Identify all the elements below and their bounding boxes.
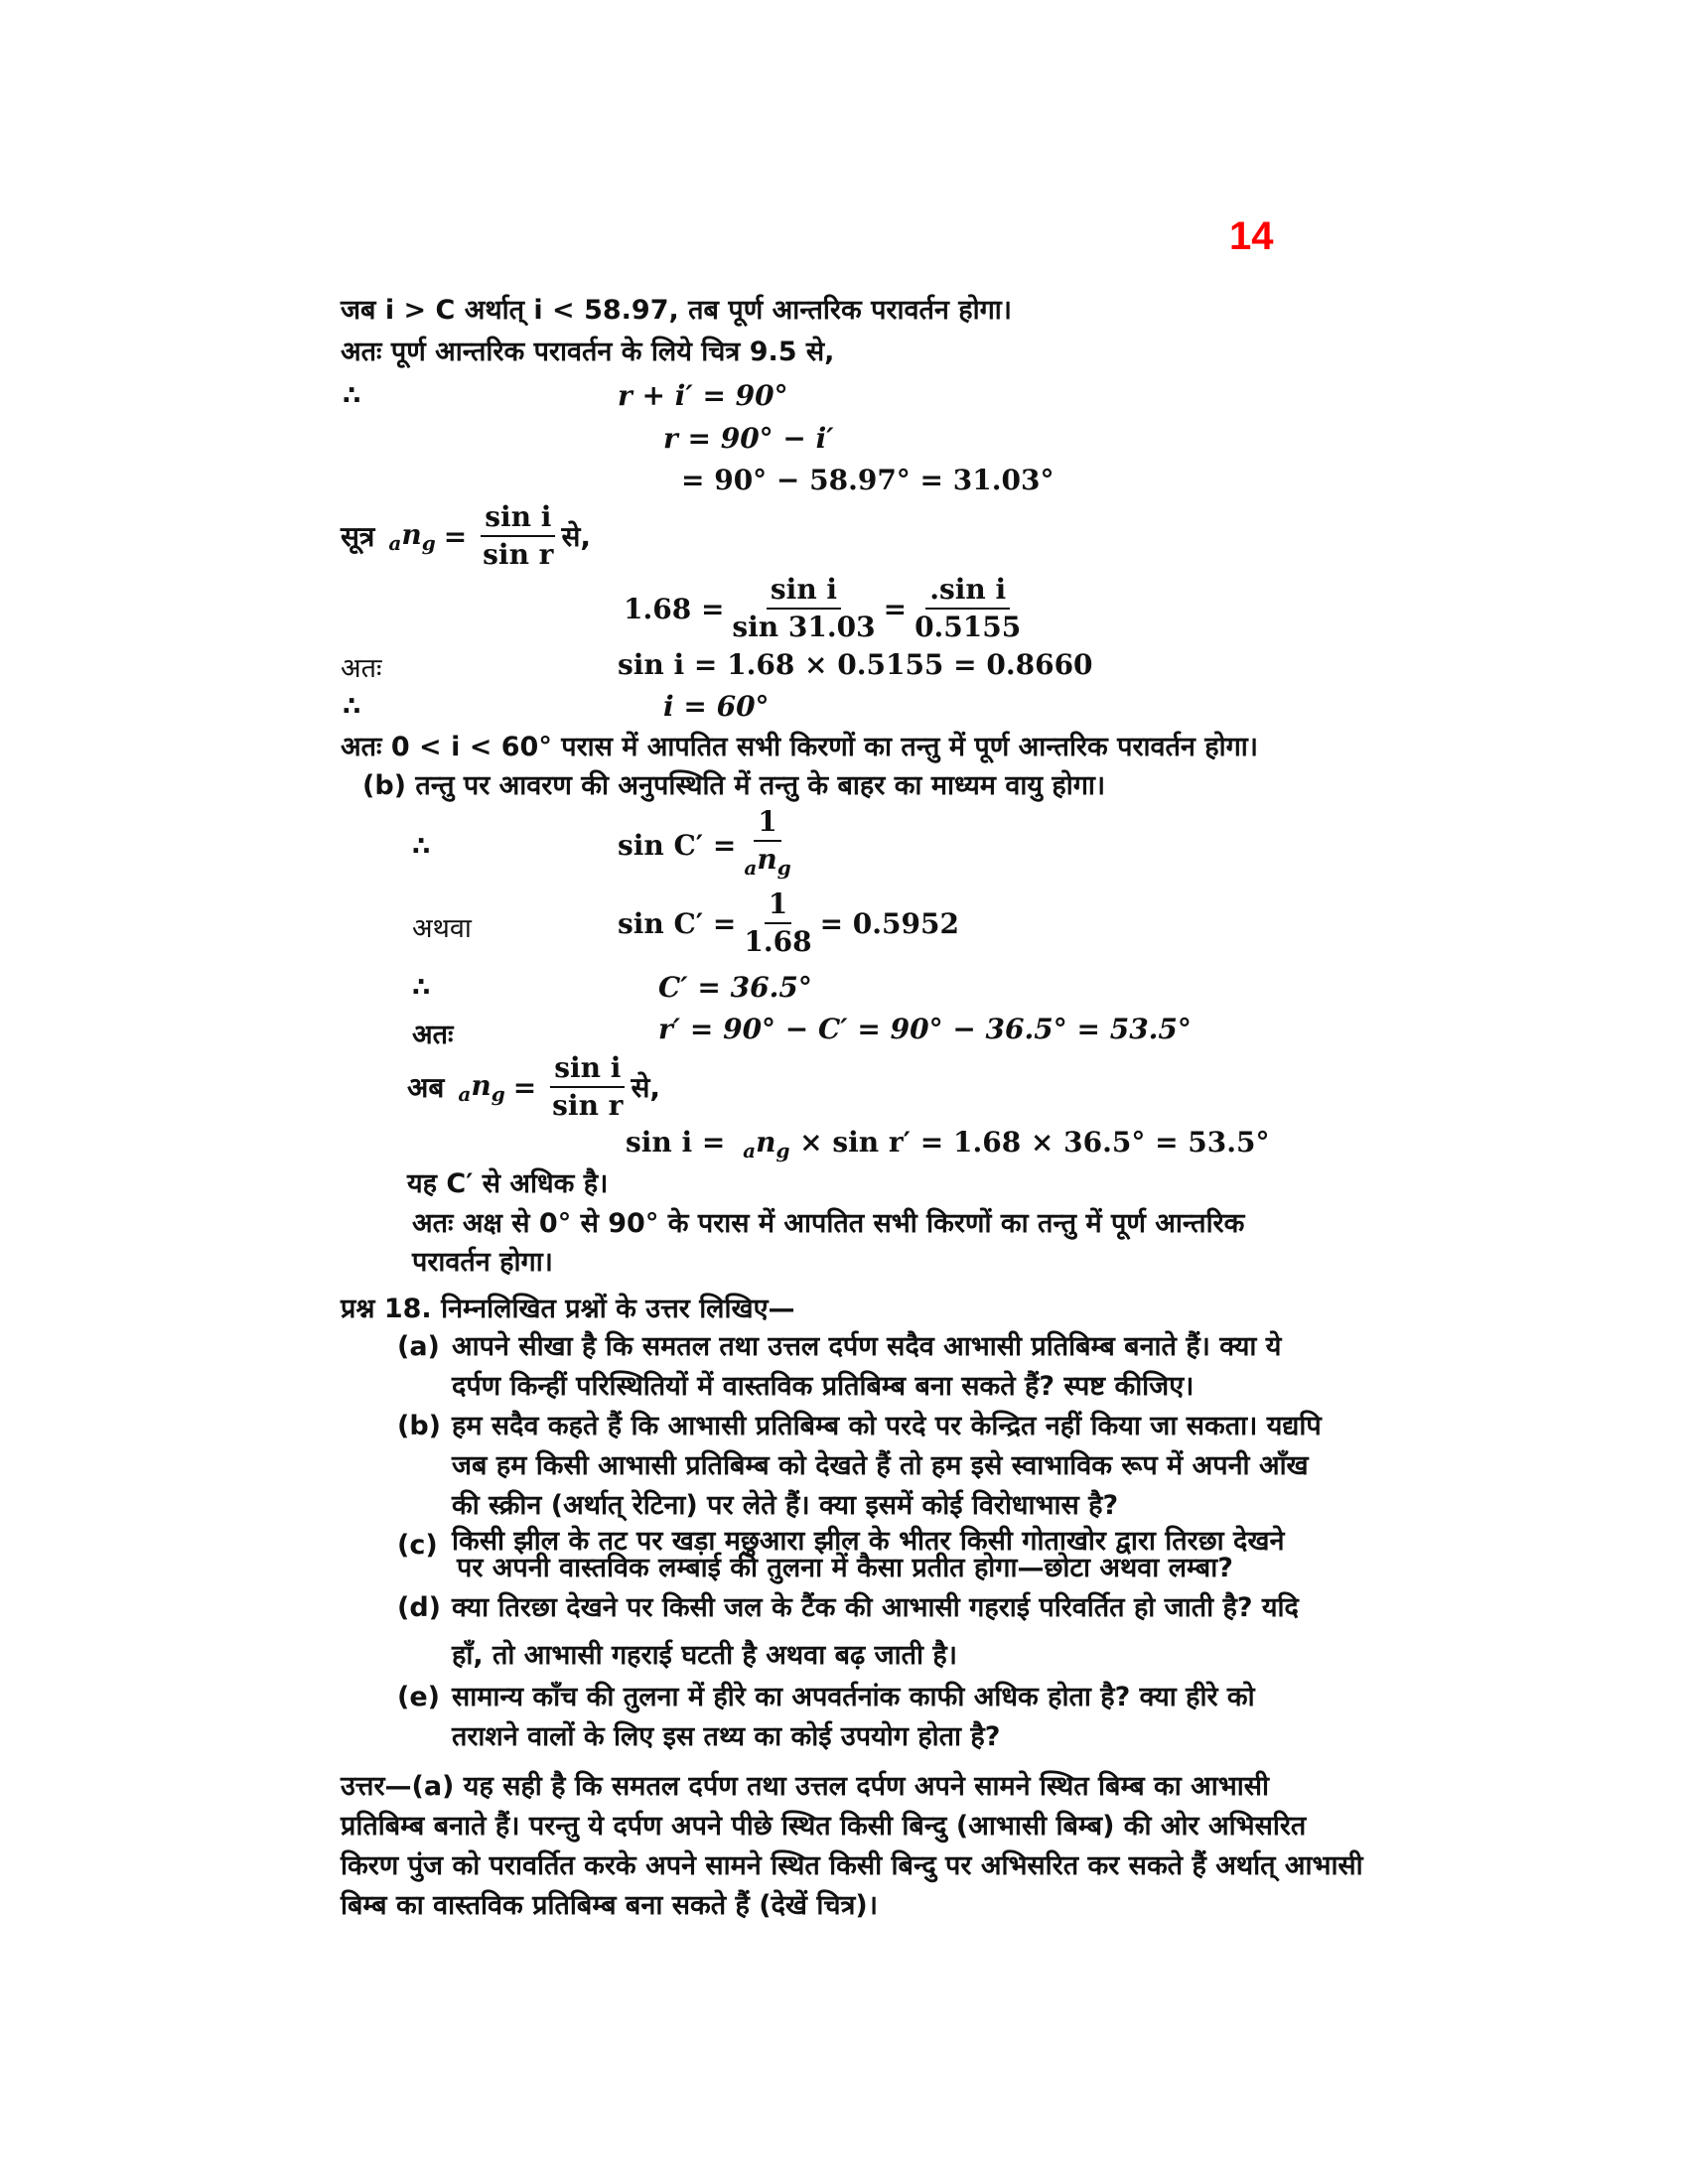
fraction-denominator: 0.5155 [914, 611, 1022, 643]
subscript-g: g [491, 1081, 505, 1106]
answer-line-3: किरण पुंज को परावर्तित करके अपने सामने स्थित किसी बिन्दु पर अभिसरित कर सकते हैं अर्थात् आभासी [341, 1850, 1363, 1881]
ata-label: अतः [412, 1020, 454, 1050]
subscript-a: a [743, 1139, 757, 1162]
fraction-numerator: sin i [550, 1052, 625, 1088]
equation-r-prime: r′ = 90° − C′ = 90° − 36.5° = 53.5° [658, 1013, 1192, 1045]
ab-formula: अब $_an_g$ = $\frac{\text{sin i}}{\text{sin r}}$ से, [407, 1051, 661, 1122]
item-label: (b) [397, 1411, 442, 1441]
fraction-denominator: sin 31.03 [732, 611, 876, 643]
page-number: 14 [1229, 214, 1274, 258]
answer-line-1: उत्तर—(a) यह सही है कि समतल दर्पण तथा उत्तल दर्पण अपने सामने स्थित बिम्ब का आभासी [341, 1771, 1269, 1802]
fraction-numerator: 1 [765, 888, 791, 924]
equation-sin-i-calc [626, 1126, 1269, 1162]
equation-c-prime: C′ = 36.5° [658, 971, 812, 1004]
fraction-denominator: sin r [483, 538, 554, 571]
question-d-line-1: क्या तिरछा देखने पर किसी जल के टैंक की आभासी गहराई परिवर्तित हो जाती है? यदि [452, 1592, 1299, 1623]
condition-line: जब i > C अर्थात् i < 58.97, तब पूर्ण आन्तरिक परावर्तन होगा। [341, 295, 1012, 326]
subscript-a: a [388, 530, 402, 555]
equation-sin-c-value [618, 888, 959, 958]
therefore-symbol: ∴ [412, 973, 431, 1003]
equation-lhs: 1.68 = [624, 592, 725, 625]
fraction-1-over-n [740, 806, 794, 884]
fraction-1-over-1-68 [740, 888, 815, 958]
refractive-index-n: n [756, 1126, 776, 1159]
subscript-a: a [458, 1081, 472, 1106]
therefore-symbol: ∴ [412, 832, 431, 862]
item-label: (c) [397, 1530, 438, 1561]
question-a-line-1: आपने सीखा है कि समतल तथा उत्तल दर्पण सदैव आभासी प्रतिबिम्ब बनाते हैं। क्या ये [452, 1331, 1282, 1362]
item-label: (e) [397, 1682, 440, 1712]
fraction-0-5155 [911, 574, 1025, 643]
ab-fraction [548, 1052, 627, 1122]
equation-lhs: sin C′ = [618, 828, 737, 862]
therefore-symbol: ∴ [343, 692, 361, 722]
fraction-denominator: 1.68 [744, 925, 812, 958]
reference-line: अतः पूर्ण आन्तरिक परावर्तन के लिये चित्र 9.5 से, [341, 337, 835, 367]
equation-rhs: × sin r′ = 1.68 × 36.5° = 53.5° [799, 1126, 1270, 1159]
subscript-g: g [776, 856, 791, 880]
refractive-index-n: n [757, 843, 777, 876]
fraction-numerator: sin i [767, 574, 841, 610]
question-item-d [397, 1588, 441, 1628]
question-b-line-2: जब हम किसी आभासी प्रतिबिम्ब को देखते हैं तो हम इसे स्वाभाविक रूप में अपनी आँख [452, 1450, 1309, 1481]
formula-suffix: से, [561, 520, 592, 553]
question-item-b [397, 1407, 441, 1446]
question-d-line-2: हाँ, तो आभासी गहराई घटती है अथवा बढ़ जाती है। [452, 1640, 957, 1671]
subscript-g: g [775, 1139, 790, 1162]
equation-lhs: sin i = [626, 1126, 726, 1159]
equation-r-value: = 90° − 58.97° = 31.03° [681, 464, 1055, 496]
fraction-numerator: .sin i [925, 574, 1010, 610]
question-b-line-1: हम सदैव कहते हैं कि आभासी प्रतिबिम्ब को परदे पर केन्द्रित नहीं किया जा सकता। यद्यपि [452, 1411, 1322, 1441]
answer-line-2: प्रतिबिम्ब बनाते हैं। परन्तु ये दर्पण अपने पीछे स्थित किसी बिन्दु (आभासी बिम्ब) की ओर अभिसरित [341, 1811, 1307, 1842]
equation-sin-i: sin i = 1.68 × 0.5155 = 0.8660 [618, 648, 1093, 681]
question-e-line-1: सामान्य काँच की तुलना में हीरे का अपवर्तनांक काफी अधिक होता है? क्या हीरे को [452, 1682, 1255, 1712]
question-c-line-2: पर अपनी वास्तविक लम्बाई की तुलना में कैसा प्रतीत होगा—छोटा अथवा लम्बा? [457, 1553, 1233, 1583]
formula-fraction [479, 501, 557, 571]
subscript-g: g [421, 530, 436, 555]
question-c-line-1: किसी झील के तट पर खड़ा मछुआरा झील के भीतर किसी गोताखोर द्वारा तिरछा देखने [452, 1526, 1285, 1557]
question-a-line-2: दर्पण किन्हीं परिस्थितियों में वास्तविक प्रतिबिम्ब बना सकते हैं? स्पष्ट कीजिए। [452, 1371, 1195, 1402]
part-b-conclusion-1: अतः अक्ष से 0° से 90° के परास में आपतित सभी किरणों का तन्तु में पूर्ण आन्तरिक [412, 1208, 1245, 1239]
fraction-sin-31 [728, 574, 879, 643]
answer-line-4: बिम्ब का वास्तविक प्रतिबिम्ब बना सकते हैं (देखें चित्र)। [341, 1890, 879, 1921]
ab-suffix: से, [631, 1071, 661, 1104]
athava-label: अथवा [412, 913, 472, 944]
item-label: (a) [397, 1331, 440, 1362]
fraction-denominator: sin r [552, 1089, 624, 1122]
part-b-note: यह C′ से अधिक है। [407, 1168, 609, 1199]
question-18-heading: प्रश्न 18. निम्नलिखित प्रश्नों के उत्तर लिखिए— [341, 1294, 795, 1324]
fraction-numerator: 1 [754, 806, 780, 842]
item-label: (d) [397, 1592, 442, 1623]
snell-formula: सूत्र $_an_g$ = $\frac{\text{sin i}}{\text{sin r}}$ से, [341, 500, 592, 571]
fraction-denominator [740, 842, 794, 884]
question-item-e [397, 1678, 440, 1717]
question-item-a [397, 1327, 440, 1367]
formula-prefix: सूत्र [341, 520, 375, 553]
refractive-index-n: n [471, 1068, 492, 1102]
question-e-line-2: तराशने वालों के लिए इस तथ्य का कोई उपयोग होता है? [452, 1721, 1001, 1752]
part-b-intro: (b) तन्तु पर आवरण की अनुपस्थिति में तन्तु के बाहर का माध्यम वायु होगा। [362, 770, 1106, 801]
equation-1-68: 1.68 = $\frac{\text{sin i}}{\sin 31.03}$ = $\frac{\text{.sin i}}{0.5155}$ [624, 574, 1029, 643]
ata-label: अतः [341, 653, 382, 684]
equation-r-plus-i: r + i′ = 90° [618, 379, 788, 412]
subscript-a: a [744, 856, 758, 880]
fraction-numerator: sin i [481, 501, 555, 537]
equation-r: r = 90° − i′ [663, 422, 834, 455]
part-b-conclusion-2: परावर्तन होगा। [412, 1247, 553, 1278]
equation-i-60: i = 60° [663, 690, 770, 723]
equation-rhs: = 0.5952 [819, 906, 959, 940]
therefore-symbol: ∴ [343, 381, 361, 411]
equation-lhs: sin C′ = [618, 906, 737, 940]
refractive-index-n: n [401, 517, 422, 551]
equation-sin-c-prime [618, 806, 799, 884]
ab-prefix: अब [407, 1071, 445, 1104]
question-b-line-3: की स्क्रीन (अर्थात् रेटिना) पर लेते हैं। क्या इसमें कोई विरोधाभास है? [452, 1490, 1119, 1521]
question-item-c [397, 1526, 438, 1566]
part-a-conclusion: अतः 0 < i < 60° परास में आपतित सभी किरणों का तन्तु में पूर्ण आन्तरिक परावर्तन होगा। [341, 732, 1259, 762]
